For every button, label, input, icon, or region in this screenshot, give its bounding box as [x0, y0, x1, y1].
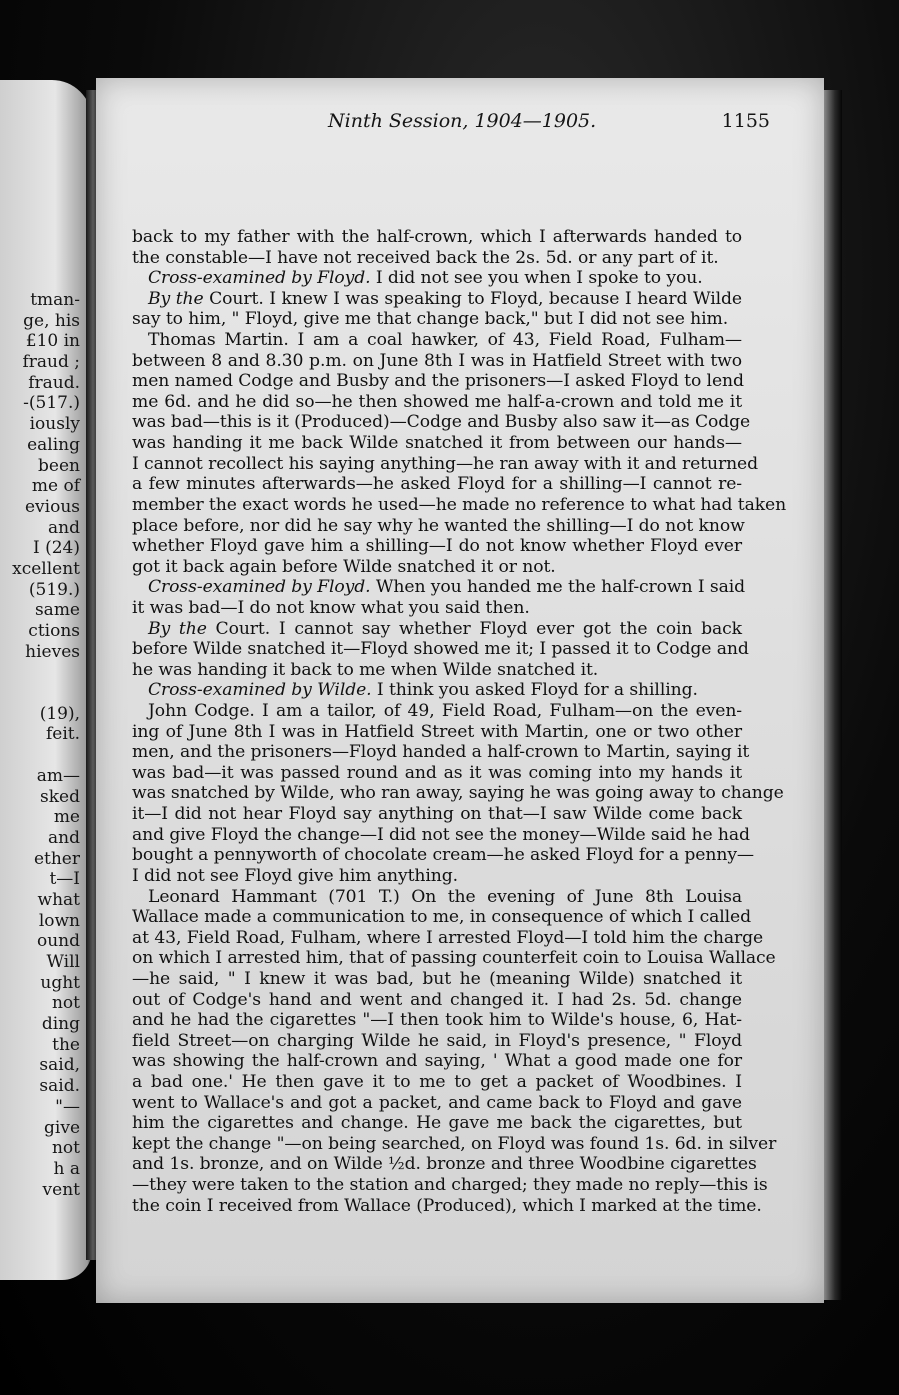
- left-page-line: xcellent: [12, 558, 80, 579]
- text-line: between 8 and 8.30 p.m. on June 8th I was in Hatfield Street with two: [132, 350, 742, 371]
- left-page-line: vent: [42, 1179, 80, 1200]
- page-edge: [824, 90, 842, 1300]
- left-page-line: me: [53, 807, 80, 828]
- left-page-line: give: [44, 1117, 80, 1138]
- left-page-line: the: [52, 1034, 80, 1055]
- text-line: field Street—on charging Wilde he said, in Floyd's presence, " Floyd: [132, 1030, 742, 1051]
- left-page-text: [0, 290, 86, 1200]
- text-line: was bad—this is it (Produced)—Codge and Busby also saw it—as Codge: [132, 412, 751, 433]
- left-page-line: sked: [40, 786, 80, 807]
- text-line: —they were taken to the station and charged; they made no reply—this is: [132, 1175, 768, 1196]
- text-line: Wallace made a communication to me, in consequence of which I called: [132, 907, 752, 928]
- text-line: he was handing it back to me when Wilde snatched it.: [132, 659, 599, 680]
- text-line: and he had the cigarettes "—I then took him to Wilde's house, 6, Hat-: [132, 1010, 742, 1031]
- text-line: out of Codge's hand and went and changed it. I had 2s. 5d. change: [132, 989, 742, 1010]
- text-line: bought a pennyworth of chocolate cream—he asked Floyd for a penny—: [132, 845, 755, 866]
- left-page-line: -(517.): [23, 393, 80, 414]
- text-line: at 43, Field Road, Fulham, where I arrested Floyd—I told him the charge: [132, 927, 764, 948]
- text-line: was bad—it was passed round and as it was coming into my hands it: [132, 762, 742, 783]
- text-line: got it back again before Wilde snatched it or not.: [132, 556, 556, 577]
- text-line: Cross-examined by Wilde. I think you asked Floyd for a shilling.: [148, 680, 698, 701]
- left-page-line: fraud ;: [22, 352, 80, 373]
- text-line: a few minutes afterwards—he asked Floyd for a shilling—I cannot re-: [132, 474, 742, 495]
- left-page-line: Will: [46, 952, 80, 972]
- left-page-line: t—I: [49, 869, 80, 890]
- left-page-line: and: [48, 517, 80, 538]
- left-page-line: said,: [39, 1055, 80, 1076]
- left-page-line: said.: [39, 1076, 80, 1097]
- text-line: me 6d. and he did so—he then showed me half-a-crown and told me it: [132, 391, 742, 412]
- left-page-line: hieves: [25, 641, 80, 662]
- text-line: John Codge. I am a tailor, of 49, Field Road, Fulham—on the even-: [148, 701, 742, 722]
- text-line: Thomas Martin. I am a coal hawker, of 43, Field Road, Fulham—: [148, 330, 742, 351]
- left-page-line: (19),: [39, 703, 80, 724]
- text-line: By the Court. I knew I was speaking to Floyd, because I heard Wilde: [148, 288, 742, 309]
- left-page-fragment: [0, 80, 92, 1280]
- text-line: and give Floyd the change—I did not see the money—Wilde said he had: [132, 824, 750, 845]
- left-page-line: not: [51, 1138, 80, 1159]
- left-page-line: £10 in: [25, 331, 80, 352]
- left-page-line: I (24): [32, 538, 80, 559]
- left-page-line: fraud.: [28, 372, 80, 393]
- left-page-line: feit.: [45, 724, 80, 745]
- text-line: member the exact words he used—he made no reference to what had taken: [132, 494, 787, 515]
- left-page-line: and: [48, 827, 80, 848]
- left-page-line: iously: [29, 414, 80, 435]
- text-line: him the cigarettes and change. He gave me back the cigarettes, but: [132, 1113, 742, 1134]
- text-line: was showing the half-crown and saying, ' What a good made one for: [132, 1051, 742, 1072]
- left-page-line: tman-: [30, 290, 80, 310]
- text-line: kept the change "—on being searched, on Floyd was found 1s. 6d. in silver: [132, 1133, 777, 1154]
- text-line: Cross-examined by Floyd. I did not see you when I spoke to you.: [148, 268, 703, 289]
- text-line: Cross-examined by Floyd. When you handed me the half-crown I said: [148, 577, 746, 598]
- text-line: —he said, " I knew it was bad, but he (meaning Wilde) snatched it: [132, 968, 742, 989]
- text-line: whether Floyd gave him a shilling—I do not know whether Floyd ever: [132, 536, 742, 557]
- text-line: Leonard Hammant (701 T.) On the evening of June 8th Louisa: [148, 886, 742, 907]
- session-title: Ninth Session, 1904—1905.: [328, 110, 597, 132]
- left-page-line: lown: [38, 910, 80, 931]
- text-line: went to Wallace's and got a packet, and came back to Floyd and gave: [132, 1092, 742, 1113]
- text-line: it was bad—I do not know what you said then.: [132, 597, 530, 618]
- text-line: say to him, " Floyd, give me that change back," but I did not see him.: [132, 309, 729, 330]
- left-page-line: same: [34, 600, 80, 621]
- page-number: 1155: [721, 110, 770, 132]
- left-page-line: not: [51, 993, 80, 1014]
- trial-transcript-text: [132, 227, 787, 1216]
- text-line: By the Court. I cannot say whether Floyd ever got the coin back: [148, 618, 742, 639]
- text-line: ing of June 8th I was in Hatfield Street with Martin, one or two other: [132, 721, 742, 742]
- text-line: I did not see Floyd give him anything.: [132, 865, 458, 886]
- text-line: was snatched by Wilde, who ran away, saying he was going away to change: [132, 783, 784, 804]
- left-page-line: (519.): [28, 579, 80, 600]
- text-line: was handing it me back Wilde snatched it from between our hands—: [132, 433, 742, 454]
- text-line: place before, nor did he say why he wanted the shilling—I do not know: [132, 515, 745, 536]
- text-line: the coin I received from Wallace (Produced), which I marked at the time.: [132, 1195, 762, 1216]
- running-header: [230, 110, 770, 136]
- left-page-line: what: [37, 889, 80, 910]
- left-page-line: been: [38, 455, 80, 476]
- left-page-line: [0, 745, 86, 766]
- text-line: the constable—I have not received back the 2s. 5d. or any part of it.: [132, 247, 719, 268]
- left-page-line: ealing: [27, 434, 80, 455]
- text-line: men named Codge and Busby and the prisoners—I asked Floyd to lend: [132, 371, 744, 392]
- left-page-line: ge, his: [23, 310, 80, 331]
- text-line: I cannot recollect his saying anything—he ran away with it and returned: [132, 453, 759, 474]
- left-page-line: am—: [36, 765, 80, 786]
- left-page-line: ught: [40, 972, 80, 993]
- text-line: a bad one.' He then gave it to me to get a packet of Woodbines. I: [132, 1071, 742, 1092]
- text-line: it—I did not hear Floyd say anything on that—I saw Wilde come back: [132, 804, 742, 825]
- text-line: before Wilde snatched it—Floyd showed me it; I passed it to Codge and: [132, 639, 749, 660]
- left-page-line: me of: [31, 476, 80, 497]
- text-line: and 1s. bronze, and on Wilde ½d. bronze and three Woodbine cigarettes: [132, 1154, 757, 1175]
- left-page-line: ding: [41, 1014, 80, 1035]
- left-page-line: h a: [53, 1158, 80, 1179]
- left-page-line: evious: [24, 496, 80, 517]
- left-page-line: ether: [33, 848, 80, 869]
- text-line: men, and the prisoners—Floyd handed a half-crown to Martin, saying it: [132, 742, 750, 763]
- left-page-line: [0, 662, 86, 683]
- left-page-line: ound: [36, 931, 80, 952]
- left-page-line: "—: [55, 1096, 80, 1117]
- left-page-line: ctions: [28, 621, 80, 641]
- text-line: on which I arrested him, that of passing counterfeit coin to Louisa Wallace: [132, 948, 776, 969]
- text-line: back to my father with the half-crown, which I afterwards handed to: [132, 227, 742, 247]
- left-page-line: [0, 683, 86, 704]
